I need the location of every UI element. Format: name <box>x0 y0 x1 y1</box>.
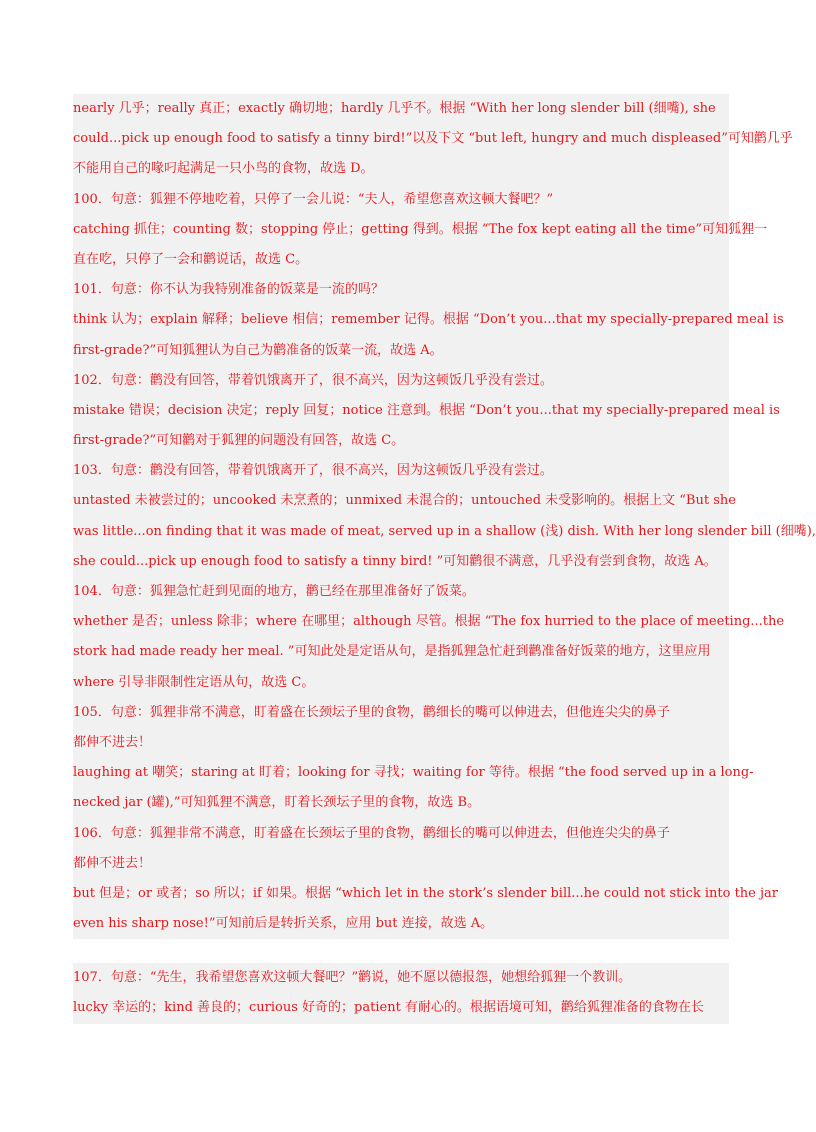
text-line: 都伸不进去！ <box>73 734 152 750</box>
text-line: could...pick up enough food to satisfy a tinny bird!”以及下文 “but left, hungry and much displeased”可知鹳几乎 <box>73 131 793 147</box>
question-105-translation: 105．句意：狐狸非常不满意，盯着盛在长颈坛子里的食物，鹳细长的嘴可以伸进去，但他连尖尖的鼻子 <box>73 704 670 720</box>
text-line: even his sharp nose!”可知前后是转折关系，应用 but 连接，故选 A。 <box>73 916 494 932</box>
text-line: first-grade?”可知狐狸认为自己为鹳准备的饭菜一流，故选 A。 <box>73 342 443 358</box>
text-line: necked jar (罐),”可知狐狸不满意，盯着长颈坛子里的食物，故选 B。 <box>73 795 481 811</box>
text-line: untasted 未被尝过的；uncooked 未烹煮的；unmixed 未混合的；untouched 未受影响的。根据上文 “But she <box>73 493 736 509</box>
text-line: mistake 错误；decision 决定；reply 回复；notice 注意到。根据 “Don’t you...that my specially-prepared meal is <box>73 402 780 418</box>
question-102-translation: 102．句意：鹳没有回答，带着饥饿离开了，很不高兴，因为这顿饭几乎没有尝过。 <box>73 372 553 388</box>
question-106-translation: 106．句意：狐狸非常不满意，盯着盛在长颈坛子里的食物，鹳细长的嘴可以伸进去，但他连尖尖的鼻子 <box>73 825 670 841</box>
text-line: whether 是否；unless 除非；where 在哪里；although 尽管。根据 “The fox hurried to the place of meeting...the <box>73 614 785 630</box>
paragraph-gap <box>72 939 730 963</box>
text-line: catching 抓住；counting 数；stopping 停止；getting 得到。根据 “The fox kept eating all the time”可知狐狸一 <box>73 221 768 237</box>
question-107-translation: 107．句意：“先生，我希望您喜欢这顿大餐吧？”鹳说，她不愿以德报怨，她想给狐狸一个教训。 <box>73 970 632 986</box>
text-line: stork had made ready her meal. ”可知此处是定语从句，是指狐狸急忙赶到鹳准备好饭菜的地方，这里应用 <box>73 644 711 660</box>
text-line: 直在吃，只停了一会和鹳说话，故选 C。 <box>73 251 309 267</box>
question-104-translation: 104．句意：狐狸急忙赶到见面的地方，鹳已经在那里准备好了饭菜。 <box>73 584 475 599</box>
text-line: nearly 几乎；really 真正；exactly 确切地；hardly 几乎不。根据 “With her long slender bill (细嘴), she <box>73 101 716 116</box>
question-100-translation: 100．句意：狐狸不停地吃着，只停了一会儿说：“夫人，希望您喜欢这顿大餐吧？” <box>73 191 554 207</box>
text-line: was little...on finding that it was made of meat, served up in a shallow (浅) dish. With her long slender bill (细嘴), <box>73 523 816 539</box>
text-line: lucky 幸运的；kind 善良的；curious 好奇的；patient 有耐心的。根据语境可知，鹳给狐狸准备的食物在长 <box>73 1000 704 1016</box>
question-103-translation: 103．句意：鹳没有回答，带着饥饿离开了，很不高兴，因为这顿饭几乎没有尝过。 <box>73 463 553 479</box>
text-line: where 引导非限制性定语从句，故选 C。 <box>73 674 315 690</box>
answer-explanations <box>73 94 816 1024</box>
text-line: think 认为；explain 解释；believe 相信；remember 记得。根据 “Don’t you...that my specially-prepared meal is <box>73 312 784 328</box>
text-line: but 但是；or 或者；so 所以；if 如果。根据 “which let in the stork’s slender bill...he could not stick into the jar <box>73 885 778 901</box>
text-line: 都伸不进去！ <box>73 855 152 871</box>
text-line: 不能用自己的喙叼起满足一只小鸟的食物，故选 D。 <box>73 161 374 177</box>
text-line: first-grade?”可知鹳对于狐狸的问题没有回答，故选 C。 <box>73 433 405 449</box>
text-line: she could...pick up enough food to satisfy a tinny bird! ”可知鹳很不满意，几乎没有尝到食物，故选 A。 <box>73 553 717 569</box>
question-101-translation: 101．句意：你不认为我特别准备的饭菜是一流的吗？ <box>73 282 384 298</box>
text-line: laughing at 嘲笑；staring at 盯着；looking for 寻找；waiting for 等待。根据 “the food served up in a long- <box>73 765 754 781</box>
